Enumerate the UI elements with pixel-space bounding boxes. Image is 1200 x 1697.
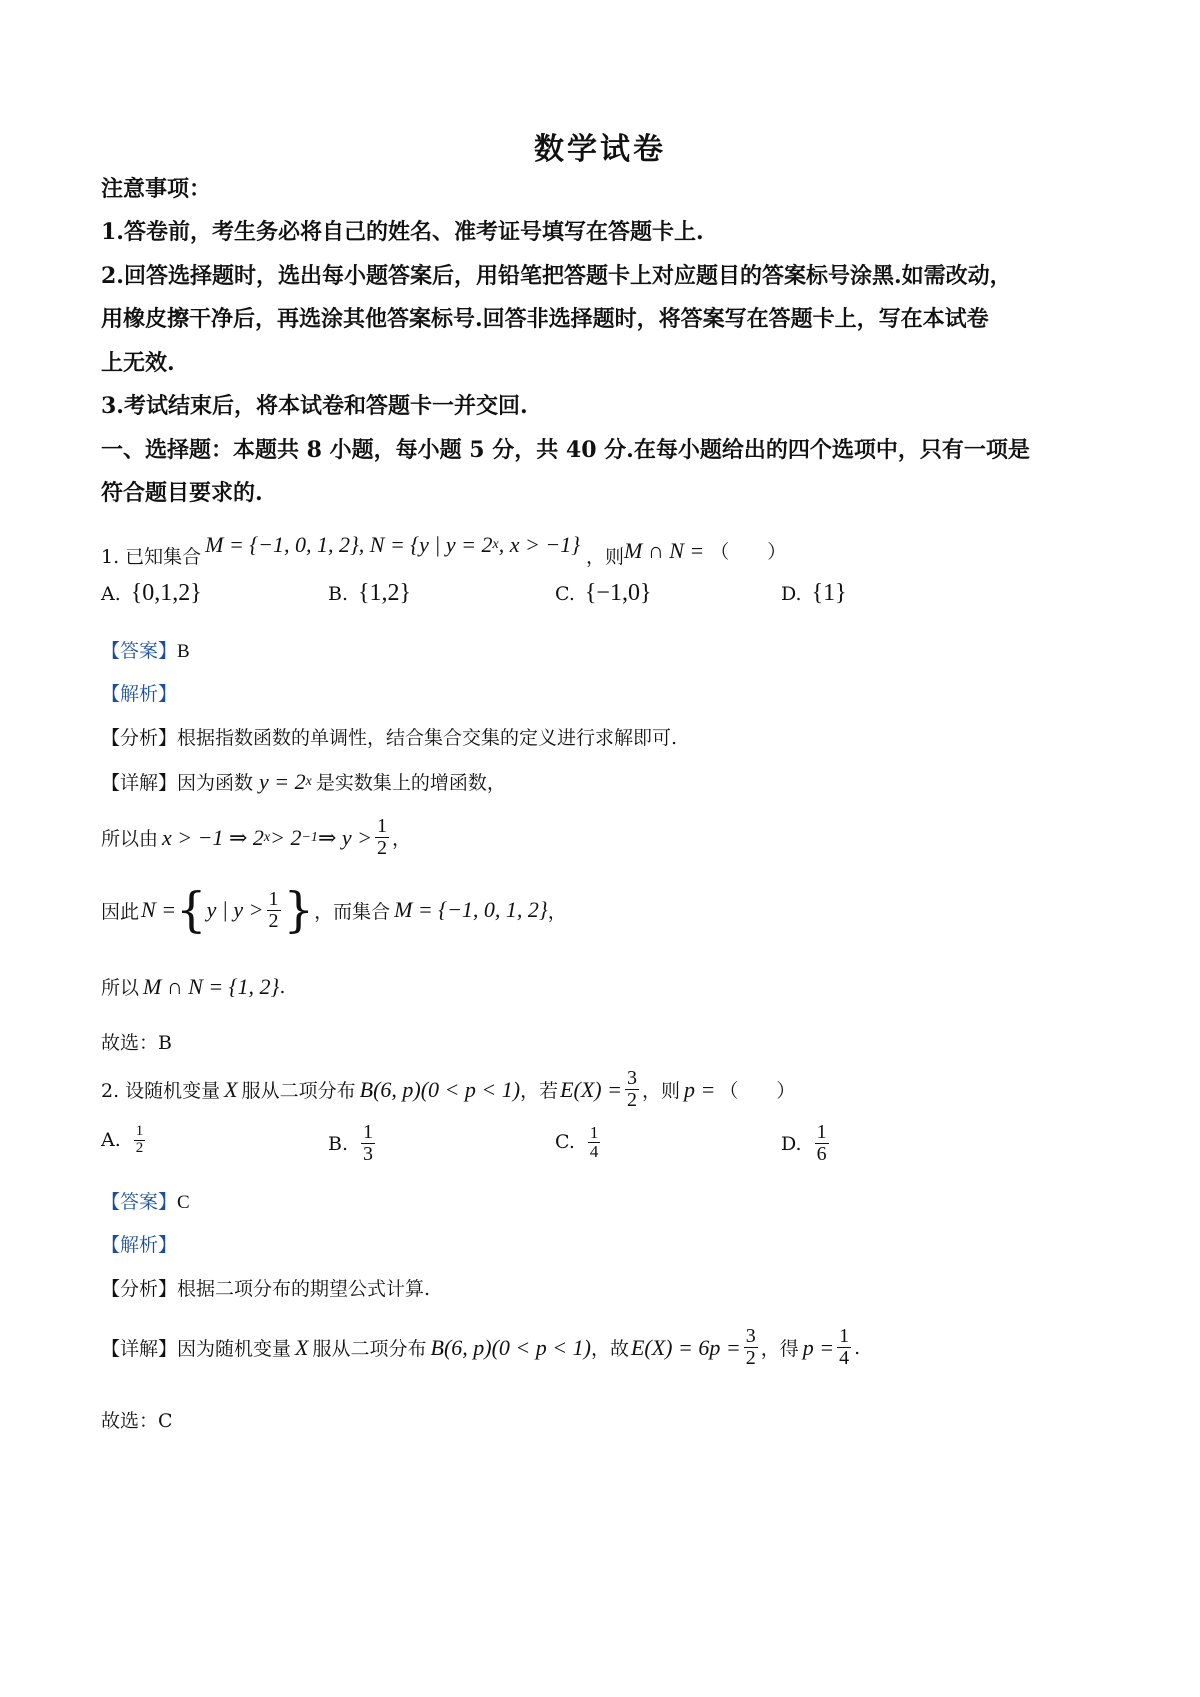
question-1-fenxi: [101, 723, 677, 750]
fraction: [625, 1068, 639, 1111]
question-2-option-b: [328, 1122, 378, 1165]
question-1-sets-tail: , x > −1}: [498, 531, 581, 557]
question-1-query: M ∩ N =: [624, 537, 705, 563]
question-1-option-d: [781, 580, 847, 607]
fenxi-tag: 【分析】: [101, 1278, 178, 1300]
option-label: B.: [328, 1132, 349, 1155]
answer-tag: 【答案】: [101, 640, 178, 662]
detail-math: M ∩ N = {1, 2}: [143, 973, 280, 999]
question-1-stem: [101, 520, 786, 569]
question-2-detail: [101, 1326, 860, 1369]
option-label: D.: [781, 1132, 802, 1155]
question-2-dist: B(6, p)(0 < p < 1): [359, 1076, 521, 1102]
fraction: [588, 1124, 601, 1161]
denominator: 4: [839, 1347, 850, 1369]
denominator: 2: [376, 837, 387, 859]
detail-exponent: −1: [301, 829, 318, 845]
numerator: 1: [268, 887, 279, 910]
denominator: 2: [268, 909, 279, 932]
question-1-option-a: [101, 580, 202, 607]
right-brace: }: [283, 882, 315, 938]
numerator: 1: [589, 1123, 599, 1142]
notice-item-3: 3.考试结束后，将本试卷和答题卡一并交回.: [101, 393, 528, 419]
numerator: 3: [626, 1067, 637, 1089]
numerator: 1: [135, 1123, 144, 1139]
section-heading-line-2: 符合题目要求的.: [101, 480, 263, 506]
detail-math: E(X) = 6p =: [630, 1334, 741, 1360]
notice-item-2-line-2: 用橡皮擦干净后，再选涂其他答案标号.回答非选择题时，将答案写在答题卡上，写在本试卷: [101, 306, 989, 332]
xiangjie-tag: 【详解】: [101, 772, 178, 794]
fraction: [815, 1122, 829, 1165]
detail-math: x > −1 ⇒ 2: [162, 824, 264, 850]
detail-exponent: x: [305, 773, 312, 789]
denominator: 2: [745, 1347, 756, 1369]
detail-text: 所以: [101, 977, 140, 999]
question-2-expectation: E(X) =: [560, 1076, 622, 1102]
option-label: C.: [555, 1131, 575, 1154]
option-label: D.: [781, 582, 802, 605]
question-1-sets-expr: M = {−1, 0, 1, 2}, N = {y | y = 2: [205, 531, 493, 557]
denominator: 4: [589, 1141, 599, 1161]
detail-text: ，而集合: [314, 900, 391, 923]
fenxi-text: 根据指数函数的单调性，结合集合交集的定义进行求解即可.: [177, 727, 678, 749]
question-2-stem: [101, 1068, 795, 1111]
fraction: [267, 889, 281, 932]
detail-text: 所以由: [101, 828, 159, 850]
question-2-option-a: [101, 1124, 148, 1157]
notice-item-1: 1.答卷前，考生务必将自己的姓名、准考证号填写在答题卡上.: [101, 219, 704, 245]
question-2-text: 服从二项分布: [241, 1080, 356, 1102]
detail-text: 因为函数: [177, 772, 254, 794]
denominator: 2: [626, 1089, 637, 1111]
question-1-detail-line-4: [101, 973, 285, 1000]
question-2-option-d: [781, 1122, 832, 1165]
notice-item-2-line-3: 上无效.: [101, 350, 175, 376]
detail-math: p =: [802, 1334, 835, 1360]
detail-math: y = 2: [259, 768, 306, 794]
answer-value: B: [177, 641, 190, 662]
question-2-p: p =: [683, 1076, 716, 1102]
question-2-fenxi: [101, 1274, 430, 1301]
notice-item-2-line-1: 2.回答选择题时，选出每小题答案后，用铅笔把答题卡上对应题目的答案标号涂黑.如需改动，: [101, 263, 1012, 289]
detail-math: M = {−1, 0, 1, 2}: [394, 897, 548, 922]
question-1-detail-line-3: [101, 882, 567, 938]
option-label: B.: [328, 582, 349, 605]
option-label: A.: [101, 582, 121, 605]
fraction: [744, 1326, 758, 1369]
question-1-exponent: x: [492, 536, 499, 552]
question-2-var: X: [224, 1076, 238, 1102]
denominator: 6: [816, 1143, 827, 1165]
option-value: {1}: [811, 580, 847, 606]
option-label: C.: [555, 582, 575, 605]
detail-text: 因此: [101, 900, 140, 923]
numerator: 1: [376, 815, 387, 837]
option-value: {1,2}: [358, 580, 412, 606]
detail-math: y | y >: [206, 897, 264, 922]
detail-text: ，故: [590, 1338, 629, 1360]
detail-text: .: [854, 1336, 861, 1359]
fenxi-text: 根据二项分布的期望公式计算.: [177, 1278, 431, 1300]
detail-math: > 2: [270, 824, 302, 850]
numerator: 1: [363, 1121, 374, 1143]
option-value: {0,1,2}: [130, 580, 202, 606]
numerator: 3: [745, 1325, 756, 1347]
question-1-option-c: [555, 580, 651, 607]
detail-text: ，: [547, 900, 567, 923]
detail-text: 服从二项分布: [312, 1338, 427, 1360]
question-1-analysis-tag: 【解析】: [101, 683, 178, 705]
xiangjie-tag: 【详解】: [101, 1338, 178, 1360]
answer-value: C: [177, 1192, 190, 1213]
question-1-paren: （ ）: [710, 541, 787, 563]
fraction: [375, 816, 389, 859]
answer-tag: 【答案】: [101, 1191, 178, 1213]
question-2-text: ，若: [520, 1080, 559, 1102]
denominator: 3: [363, 1143, 374, 1165]
option-value: {−1,0}: [584, 580, 652, 606]
notice-heading: 注意事项：: [101, 176, 212, 202]
fenxi-tag: 【分析】: [101, 727, 178, 749]
question-1-option-b: [328, 580, 411, 607]
option-label: A.: [101, 1129, 121, 1152]
question-2-text: ，则: [641, 1080, 680, 1102]
denominator: 2: [135, 1139, 144, 1156]
detail-text: ，得: [760, 1338, 799, 1360]
question-1-answer: [101, 636, 190, 663]
detail-text: 因为随机变量: [177, 1338, 292, 1360]
detail-math: X: [295, 1334, 309, 1360]
detail-text: ，: [391, 828, 411, 850]
question-2-option-c: [555, 1124, 603, 1161]
detail-math: N =: [141, 897, 177, 922]
question-2-choose: 故选：C: [101, 1410, 173, 1432]
detail-math: ⇒ y >: [317, 824, 372, 850]
question-1-prefix: 1. 已知集合: [101, 546, 202, 568]
question-2-analysis-tag: 【解析】: [101, 1234, 178, 1256]
detail-text: 是实数集上的增函数，: [315, 772, 506, 794]
left-brace: {: [176, 882, 207, 938]
question-2-paren: （ ）: [719, 1080, 796, 1102]
detail-math: B(6, p)(0 < p < 1): [430, 1334, 591, 1360]
page-title: 数学试卷: [534, 132, 666, 167]
detail-exponent: x: [263, 829, 271, 845]
numerator: 1: [839, 1325, 850, 1347]
question-1-mid: ，则: [586, 546, 625, 568]
fraction: [837, 1326, 851, 1369]
question-1-detail-line-2: [101, 816, 411, 859]
question-1-detail-line-1: [101, 768, 506, 795]
question-2-answer: [101, 1187, 190, 1214]
fraction: [361, 1122, 375, 1165]
question-2-prefix: 2. 设随机变量: [101, 1080, 221, 1102]
question-1-choose: 故选：B: [101, 1032, 172, 1054]
fraction: [134, 1124, 146, 1157]
detail-text: .: [279, 975, 286, 998]
numerator: 1: [816, 1121, 827, 1143]
section-heading-line-1: 一、选择题：本题共 8 小题，每小题 5 分，共 40 分.在每小题给出的四个选项中，只有一项是: [101, 437, 1030, 463]
